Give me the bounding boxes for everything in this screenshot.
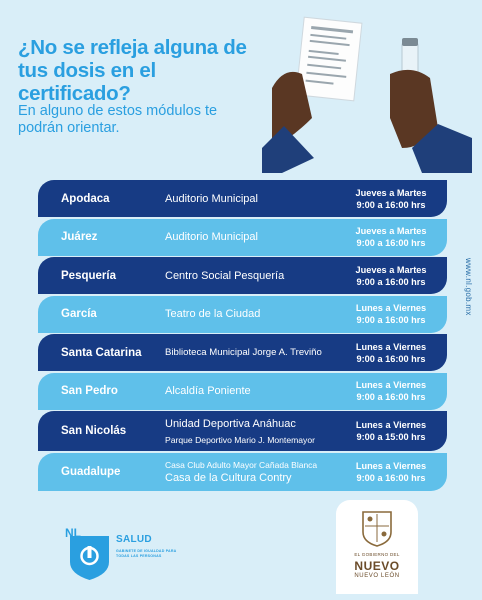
municipio-name: Juárez — [61, 231, 98, 243]
schedule — [351, 334, 431, 371]
headline: ¿No se refleja alguna de tus dosis en el certificado? — [18, 36, 247, 105]
module-row-pesqueria — [38, 257, 447, 294]
schedule — [351, 257, 431, 294]
nuevo-leon-shield-icon — [361, 508, 393, 548]
gov-big-text: NUEVO — [354, 559, 400, 573]
module-row-san-pedro — [38, 373, 447, 410]
schedule — [351, 219, 431, 256]
gov-state-text: NUEVO LEÓN — [354, 573, 400, 579]
schedule-hours: 9:00 a 16:00 hrs — [356, 315, 426, 325]
municipio-name: Apodaca — [61, 192, 110, 205]
venue — [165, 257, 350, 294]
municipio-name: San Pedro — [61, 385, 118, 397]
schedule-days: Lunes a Viernes — [355, 420, 427, 430]
venue-name: Teatro de la Ciudad — [165, 308, 261, 320]
schedule — [351, 453, 431, 491]
schedule-hours: 9:00 a 16:00 hrs — [356, 472, 426, 483]
schedule — [351, 411, 431, 451]
schedule-hours: 9:00 a 15:00 hrs — [356, 432, 426, 442]
venue-name: Unidad Deportiva Anáhuac — [165, 417, 296, 430]
hands-holding-certificate-and-vial-image — [262, 8, 472, 173]
module-row-san-nicolas — [38, 411, 447, 451]
schedule-days: Jueves a Martes — [355, 226, 427, 236]
municipio-name: San Nicolás — [61, 425, 127, 437]
module-row-santa-catarina — [38, 334, 447, 371]
municipio-name: Guadalupe — [61, 465, 121, 478]
venue — [165, 334, 350, 371]
schedule-days: Jueves a Martes — [355, 187, 427, 198]
venue — [165, 219, 350, 256]
gabinete-text: GABINETE DE IGUALDAD PARA TODAS LAS PERSONAS — [116, 549, 177, 558]
schedule-days: Lunes a Viernes — [355, 380, 427, 390]
venue — [165, 296, 350, 333]
module-row-juarez — [38, 219, 447, 256]
subheadline: En alguno de estos módulos te podrán orientar. — [18, 103, 218, 136]
schedule-days: Lunes a Viernes — [355, 303, 427, 313]
modules-table — [38, 180, 447, 492]
schedule-hours: 9:00 a 16:00 hrs — [356, 276, 426, 287]
module-row-garcia — [38, 296, 447, 333]
venue-name: Auditorio Municipal — [165, 192, 258, 205]
schedule-hours: 9:00 a 16:00 hrs — [356, 392, 426, 402]
module-row-apodaca — [38, 180, 447, 217]
municipio-name: García — [61, 308, 97, 320]
schedule-days: Jueves a Martes — [355, 264, 427, 275]
schedule — [351, 373, 431, 410]
municipio-name: Pesquería — [61, 269, 116, 282]
schedule — [351, 296, 431, 333]
venue-name: Alcaldía Poniente — [165, 385, 251, 397]
gov-small-text: EL GOBIERNO DEL — [354, 552, 400, 557]
website-url: www.nl.gob.mx — [464, 258, 473, 316]
schedule-hours: 9:00 a 16:00 hrs — [356, 238, 426, 248]
module-row-guadalupe — [38, 453, 447, 491]
schedule-days: Lunes a Viernes — [355, 460, 427, 471]
venue-name-secondary: Parque Deportivo Mario J. Montemayor — [165, 434, 315, 445]
venue — [165, 411, 350, 451]
venue — [165, 453, 350, 491]
salud-logo-text: SALUD — [116, 534, 152, 545]
schedule-hours: 9:00 a 16:00 hrs — [356, 353, 426, 364]
schedule-hours: 9:00 a 16:00 hrs — [356, 199, 426, 210]
municipio-name: Santa Catarina — [61, 346, 142, 359]
venue-name: Centro Social Pesquería — [165, 269, 285, 282]
nl-logo-text: NL — [65, 526, 81, 540]
schedule — [351, 180, 431, 217]
venue — [165, 180, 350, 217]
venue — [165, 373, 350, 410]
venue-name-secondary: Casa de la Cultura Contry — [165, 471, 292, 484]
venue-name: Auditorio Municipal — [165, 231, 258, 243]
venue-name: Casa Club Adulto Mayor Cañada Blanca — [165, 459, 318, 470]
venue-name: Biblioteca Municipal Jorge A. Treviño — [165, 346, 322, 358]
schedule-days: Lunes a Viernes — [355, 341, 427, 352]
